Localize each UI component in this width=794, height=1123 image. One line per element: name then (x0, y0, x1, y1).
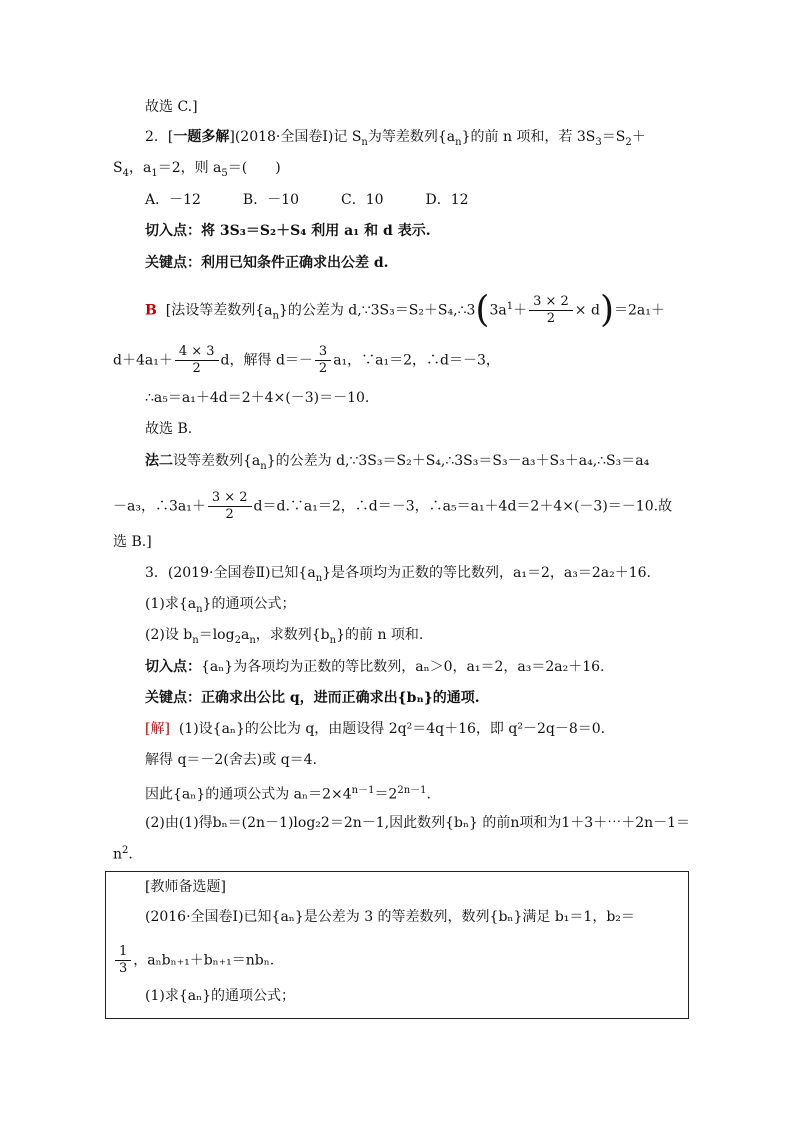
fraction: $\frac{3 \times 2}{2}$ (208, 490, 252, 523)
question-2-line-1: 2．[一题多解](2018·全国卷Ⅰ)记 $S_n$为等差数列$\{a_n\}$的前 n 项和，若 $3S_3=S_2+$ (145, 129, 646, 148)
solution-tag: [解] (145, 721, 170, 737)
fraction: $\frac{1}{3}$ (115, 944, 131, 977)
solution-2-line-1: 法二设等差数列$\{a_n\}$的公差为 d,∵3S₃＝S₂＋S₄,∴3S₃＝S₃－a₃＋S₃＋a₄,∴S₃＝a₄ (145, 453, 650, 472)
entry-point-2: 切入点：{aₙ}为各项均为正数的等比数列，aₙ＞0，a₁＝2，a₃＝2a₂＋16. (145, 659, 605, 675)
solution-2-line-3: 选 B.] (113, 534, 152, 550)
fraction: $\frac{3 \times 2}{2}$ (529, 294, 573, 327)
key-point-2: 关键点：正确求出公比 q，进而正确求出{bₙ}的通项. (145, 690, 480, 706)
solution-3-line-3: 因此{aₙ}的通项公式为 $a_n=2\times 4^{n-1}=2^{2n-1}$. (145, 785, 431, 803)
tag-multi-solution: 一题多解 (173, 129, 230, 145)
box-title: [教师备选题] (145, 879, 226, 895)
solution-3-line-2: 解得 q＝－2(舍去)或 q＝4. (145, 752, 318, 768)
question-3-part-1: (1)求$\{a_n\}$的通项公式； (145, 596, 296, 615)
solution-1-line-1: B [法设等差数列$\{a_n\}$的公差为 $d,\because 3S_3=S_2+S_4,\therefore 3(3a^1+$ $\frac{3 \times 2}{2}$ × d)＝2a₁＋ (145, 289, 665, 331)
question-2-line-2: $S_4$，$a_1=2$，则 $a_5=$( ) (113, 160, 281, 179)
solution-2-line-2: －a₃，∴3a₁＋ $\frac{3 \times 2}{2}$ d＝d.∵a₁＝2，∴d＝－3，∴a₅＝a₁＋4d＝2＋4×(－3)＝－10.故 (113, 490, 673, 522)
solution-3-line-1: [解] (1)设{aₙ}的公比为 q，由题设得 2q²＝4q＋16，即 q²－2q－8＝0. (145, 721, 606, 737)
box-line-1: (2016·全国卷Ⅰ)已知{aₙ}是公差为 3 的等差数列，数列{bₙ}满足 b₁＝1，b₂＝ (145, 909, 635, 925)
key-point-1: 关键点：利用已知条件正确求出公差 d. (145, 255, 389, 271)
fraction: $\frac{3}{2}$ (315, 344, 331, 377)
box-line-2: $\frac{1}{3}$ ，aₙbₙ₊₁＋bₙ₊₁＝nbₙ. (113, 944, 274, 977)
box-line-3: (1)求{aₙ}的通项公式； (145, 988, 296, 1004)
solution-3-line-5: $n^2$. (113, 845, 133, 863)
question-3-part-2: (2)设 $b_n=\log_2a_n$，求数列$\{b_n\}$的前 n 项和. (145, 627, 424, 646)
solution-1-line-3: ∴a₅＝a₁＋4d＝2＋4×(－3)＝－10. (145, 390, 370, 406)
text-line: 故选 C.] (145, 99, 198, 115)
solution-1-line-2: d＋4a₁＋ $\frac{4 \times 3}{2}$ d，解得 d＝－ $\frac{3}{2}$ a₁，∵a₁＝2，∴d＝－3， (113, 344, 500, 376)
fraction: $\frac{4 \times 3}{2}$ (175, 344, 219, 377)
entry-point-1: 切入点：将 3S₃＝S₂＋S₄ 利用 a₁ 和 d 表示. (145, 223, 431, 239)
solution-1-line-4: 故选 B. (145, 421, 193, 437)
question-3-line-1: 3．(2019·全国卷Ⅱ)已知$\{a_n\}$是各项均为正数的等比数列，a₁＝2，a₃＝2a₂＋16. (145, 565, 652, 584)
answer-options: A．－12 B．－10 C．10 D．12 (145, 192, 469, 208)
solution-3-line-4: (2)由(1)得bₙ＝(2n－1)log₂2＝2n－1,因此数列{bₙ} 的前n项和为1＋3＋⋯＋2n－1＝ (145, 815, 691, 831)
answer-letter: B (145, 302, 157, 319)
